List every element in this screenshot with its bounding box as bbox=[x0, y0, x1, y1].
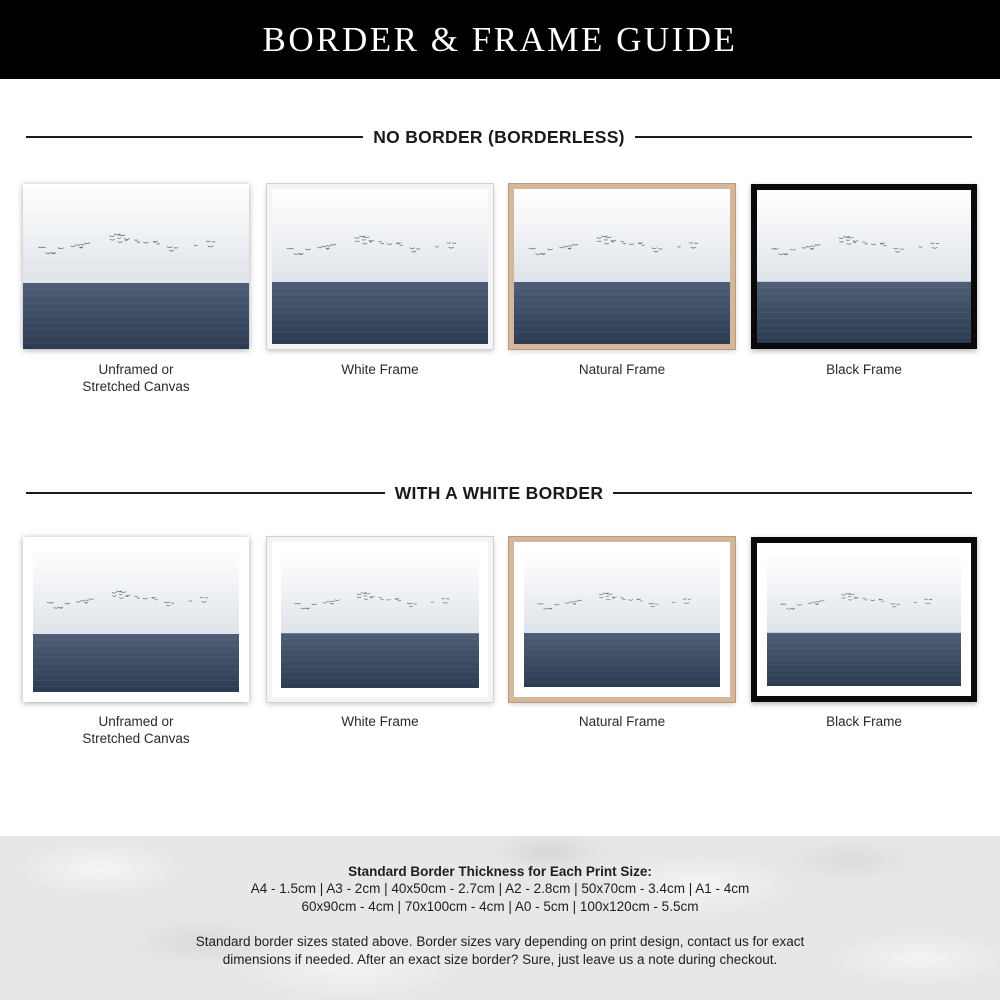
divider-line bbox=[26, 492, 385, 494]
section-heading-white-border bbox=[26, 482, 972, 504]
caption-white-frame bbox=[267, 361, 493, 378]
caption-black-frame bbox=[751, 713, 977, 730]
section-heading-no-border bbox=[26, 126, 972, 148]
sky bbox=[272, 189, 488, 282]
caption-line: Stretched Canvas bbox=[82, 731, 190, 746]
caption-line: Unframed or bbox=[98, 362, 174, 377]
sky bbox=[524, 552, 720, 633]
artwork-image bbox=[767, 553, 961, 686]
caption-line: Natural Frame bbox=[578, 362, 666, 377]
sky bbox=[23, 184, 249, 283]
header-banner bbox=[0, 0, 1000, 79]
caption-line: Black Frame bbox=[826, 714, 902, 729]
artwork-svg bbox=[524, 552, 720, 687]
caption-natural-frame bbox=[509, 713, 735, 730]
artwork-svg bbox=[33, 547, 239, 692]
caption-natural-frame bbox=[509, 361, 735, 378]
artwork-svg bbox=[281, 551, 479, 688]
caption-line: White Frame bbox=[341, 362, 419, 377]
divider-line bbox=[613, 492, 972, 494]
caption-line: White Frame bbox=[341, 714, 419, 729]
caption-line: Stretched Canvas bbox=[82, 379, 190, 394]
border-thickness-info bbox=[0, 836, 1000, 1000]
artwork-image bbox=[514, 189, 730, 344]
footer-title: Standard Border Thickness for Each Print Size: bbox=[348, 864, 652, 879]
sky bbox=[757, 190, 971, 282]
caption-unframed bbox=[23, 713, 249, 747]
sky bbox=[514, 189, 730, 282]
caption-white-frame bbox=[267, 713, 493, 730]
artwork-svg bbox=[767, 553, 961, 686]
artwork-svg bbox=[514, 189, 730, 344]
artwork-image bbox=[281, 551, 479, 688]
caption-line: Black Frame bbox=[826, 362, 902, 377]
artwork-image bbox=[23, 184, 249, 349]
page-title: BORDER & FRAME GUIDE bbox=[262, 19, 738, 59]
footer-note: Standard border sizes stated above. Border sizes vary depending on print design, contact us for exact bbox=[195, 934, 805, 949]
preview-natural-frame-borderless bbox=[509, 184, 735, 349]
caption-line: Unframed or bbox=[98, 714, 174, 729]
artwork-image bbox=[524, 552, 720, 687]
caption-black-frame bbox=[751, 361, 977, 378]
artwork-svg bbox=[272, 189, 488, 344]
sky bbox=[281, 551, 479, 633]
size-list: A4 - 1.5cm | A3 - 2cm | 40x50cm - 2.7cm | A2 - 2.8cm | 50x70cm - 3.4cm | A1 - 4cm bbox=[250, 881, 750, 896]
caption-unframed bbox=[23, 361, 249, 395]
artwork-image bbox=[272, 189, 488, 344]
section-title: NO BORDER (BORDERLESS) bbox=[373, 126, 625, 147]
artwork-svg bbox=[757, 190, 971, 343]
divider-line bbox=[26, 136, 363, 138]
preview-black-frame-white-border bbox=[751, 537, 977, 702]
divider-line bbox=[635, 136, 972, 138]
preview-black-frame-borderless bbox=[751, 184, 977, 349]
section-title: WITH A WHITE BORDER bbox=[394, 482, 604, 503]
artwork-image bbox=[757, 190, 971, 343]
artwork-image bbox=[33, 547, 239, 692]
preview-unframed-white-border bbox=[23, 537, 249, 702]
footer-note: dimensions if needed. After an exact size border? Sure, just leave us a note during checkout. bbox=[222, 952, 778, 967]
sky bbox=[767, 553, 961, 633]
preview-white-frame-borderless bbox=[267, 184, 493, 349]
artwork-svg bbox=[23, 184, 249, 349]
preview-natural-frame-white-border bbox=[509, 537, 735, 702]
sky bbox=[33, 547, 239, 634]
preview-unframed-borderless bbox=[23, 184, 249, 349]
preview-white-frame-white-border bbox=[267, 537, 493, 702]
caption-line: Natural Frame bbox=[578, 714, 666, 729]
size-list: 60x90cm - 4cm | 70x100cm - 4cm | A0 - 5cm | 100x120cm - 5.5cm bbox=[301, 899, 699, 914]
